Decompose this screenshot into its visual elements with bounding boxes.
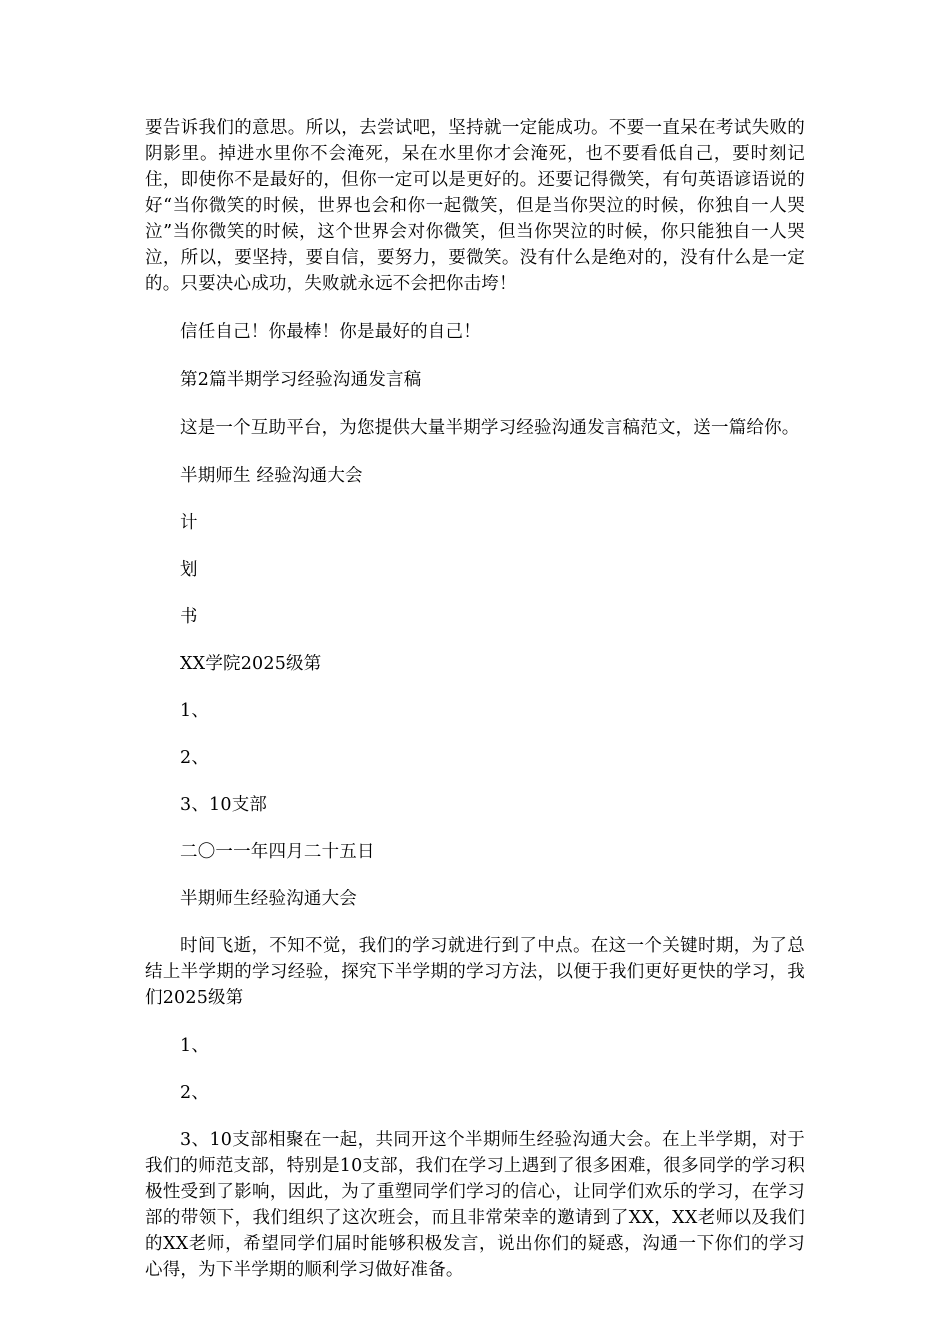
body-paragraph: 时间飞逝，不知不觉，我们的学习就进行到了中点。在这一个关键时期，为了总结上半学期的学习经验，探究下半学期的学习方法，以便于我们更好更快的学习，我们2025级第 (145, 936, 805, 1008)
body-paragraph: 书 (180, 607, 198, 627)
body-paragraph: 划 (180, 560, 198, 580)
body-paragraph: 1、 (180, 1036, 210, 1056)
body-paragraph: 二〇一一年四月二十五日 (180, 842, 375, 862)
body-paragraph: XX学院2025级第 (180, 654, 322, 674)
body-paragraph: 要告诉我们的意思。所以，去尝试吧，坚持就一定能成功。不要一直呆在考试失败的阴影里。掉进水里你不会淹死，呆在水里你才会淹死，也不要看低自己，要时刻记住，即使你不是最好的，但你一定可以是更好的。还要记得微笑，有句英语谚语说的好“当你微笑的时候，世界也会和你一起微笑，但是当你哭泣的时候，你独自一人哭泣”当你微笑的时候，这个世界会对你微笑，但当你哭泣的时候，你只能独自一人哭泣，所以，要坚持，要自信，要努力，要微笑。没有什么是绝对的，没有什么是一定的。只要决心成功，失败就永远不会把你击垮！ (145, 118, 805, 294)
body-paragraph: 半期师生经验沟通大会 (180, 889, 357, 909)
body-paragraph: 信任自己！你最棒！你是最好的自己！ (180, 322, 481, 342)
body-paragraph: 2、 (180, 1083, 210, 1103)
body-paragraph: 2、 (180, 748, 210, 768)
body-paragraph: 这是一个互助平台，为您提供大量半期学习经验沟通发言稿范文，送一篇给你。 (180, 418, 800, 438)
body-paragraph: 1、 (180, 701, 210, 721)
body-paragraph: 计 (180, 513, 198, 533)
body-paragraph: 半期师生 经验沟通大会 (180, 466, 363, 486)
body-paragraph: 3、10支部相聚在一起，共同开这个半期师生经验沟通大会。在上半学期，对于我们的师范支部，特别是10支部，我们在学习上遇到了很多困难，很多同学的学习积极性受到了影响，因此，为了重塑同学们学习的信心，让同学们欢乐的学习，在学习部的带领下，我们组织了这次班会，而且非常荣幸的邀请到了XX，XX老师以及我们的XX老师，希望同学们届时能够积极发言，说出你们的疑惑，沟通一下你们的学习心得，为下半学期的顺利学习做好准备。 (145, 1130, 805, 1280)
section-title: 第2篇半期学习经验沟通发言稿 (180, 370, 422, 390)
body-paragraph: 3、10支部 (180, 795, 268, 815)
